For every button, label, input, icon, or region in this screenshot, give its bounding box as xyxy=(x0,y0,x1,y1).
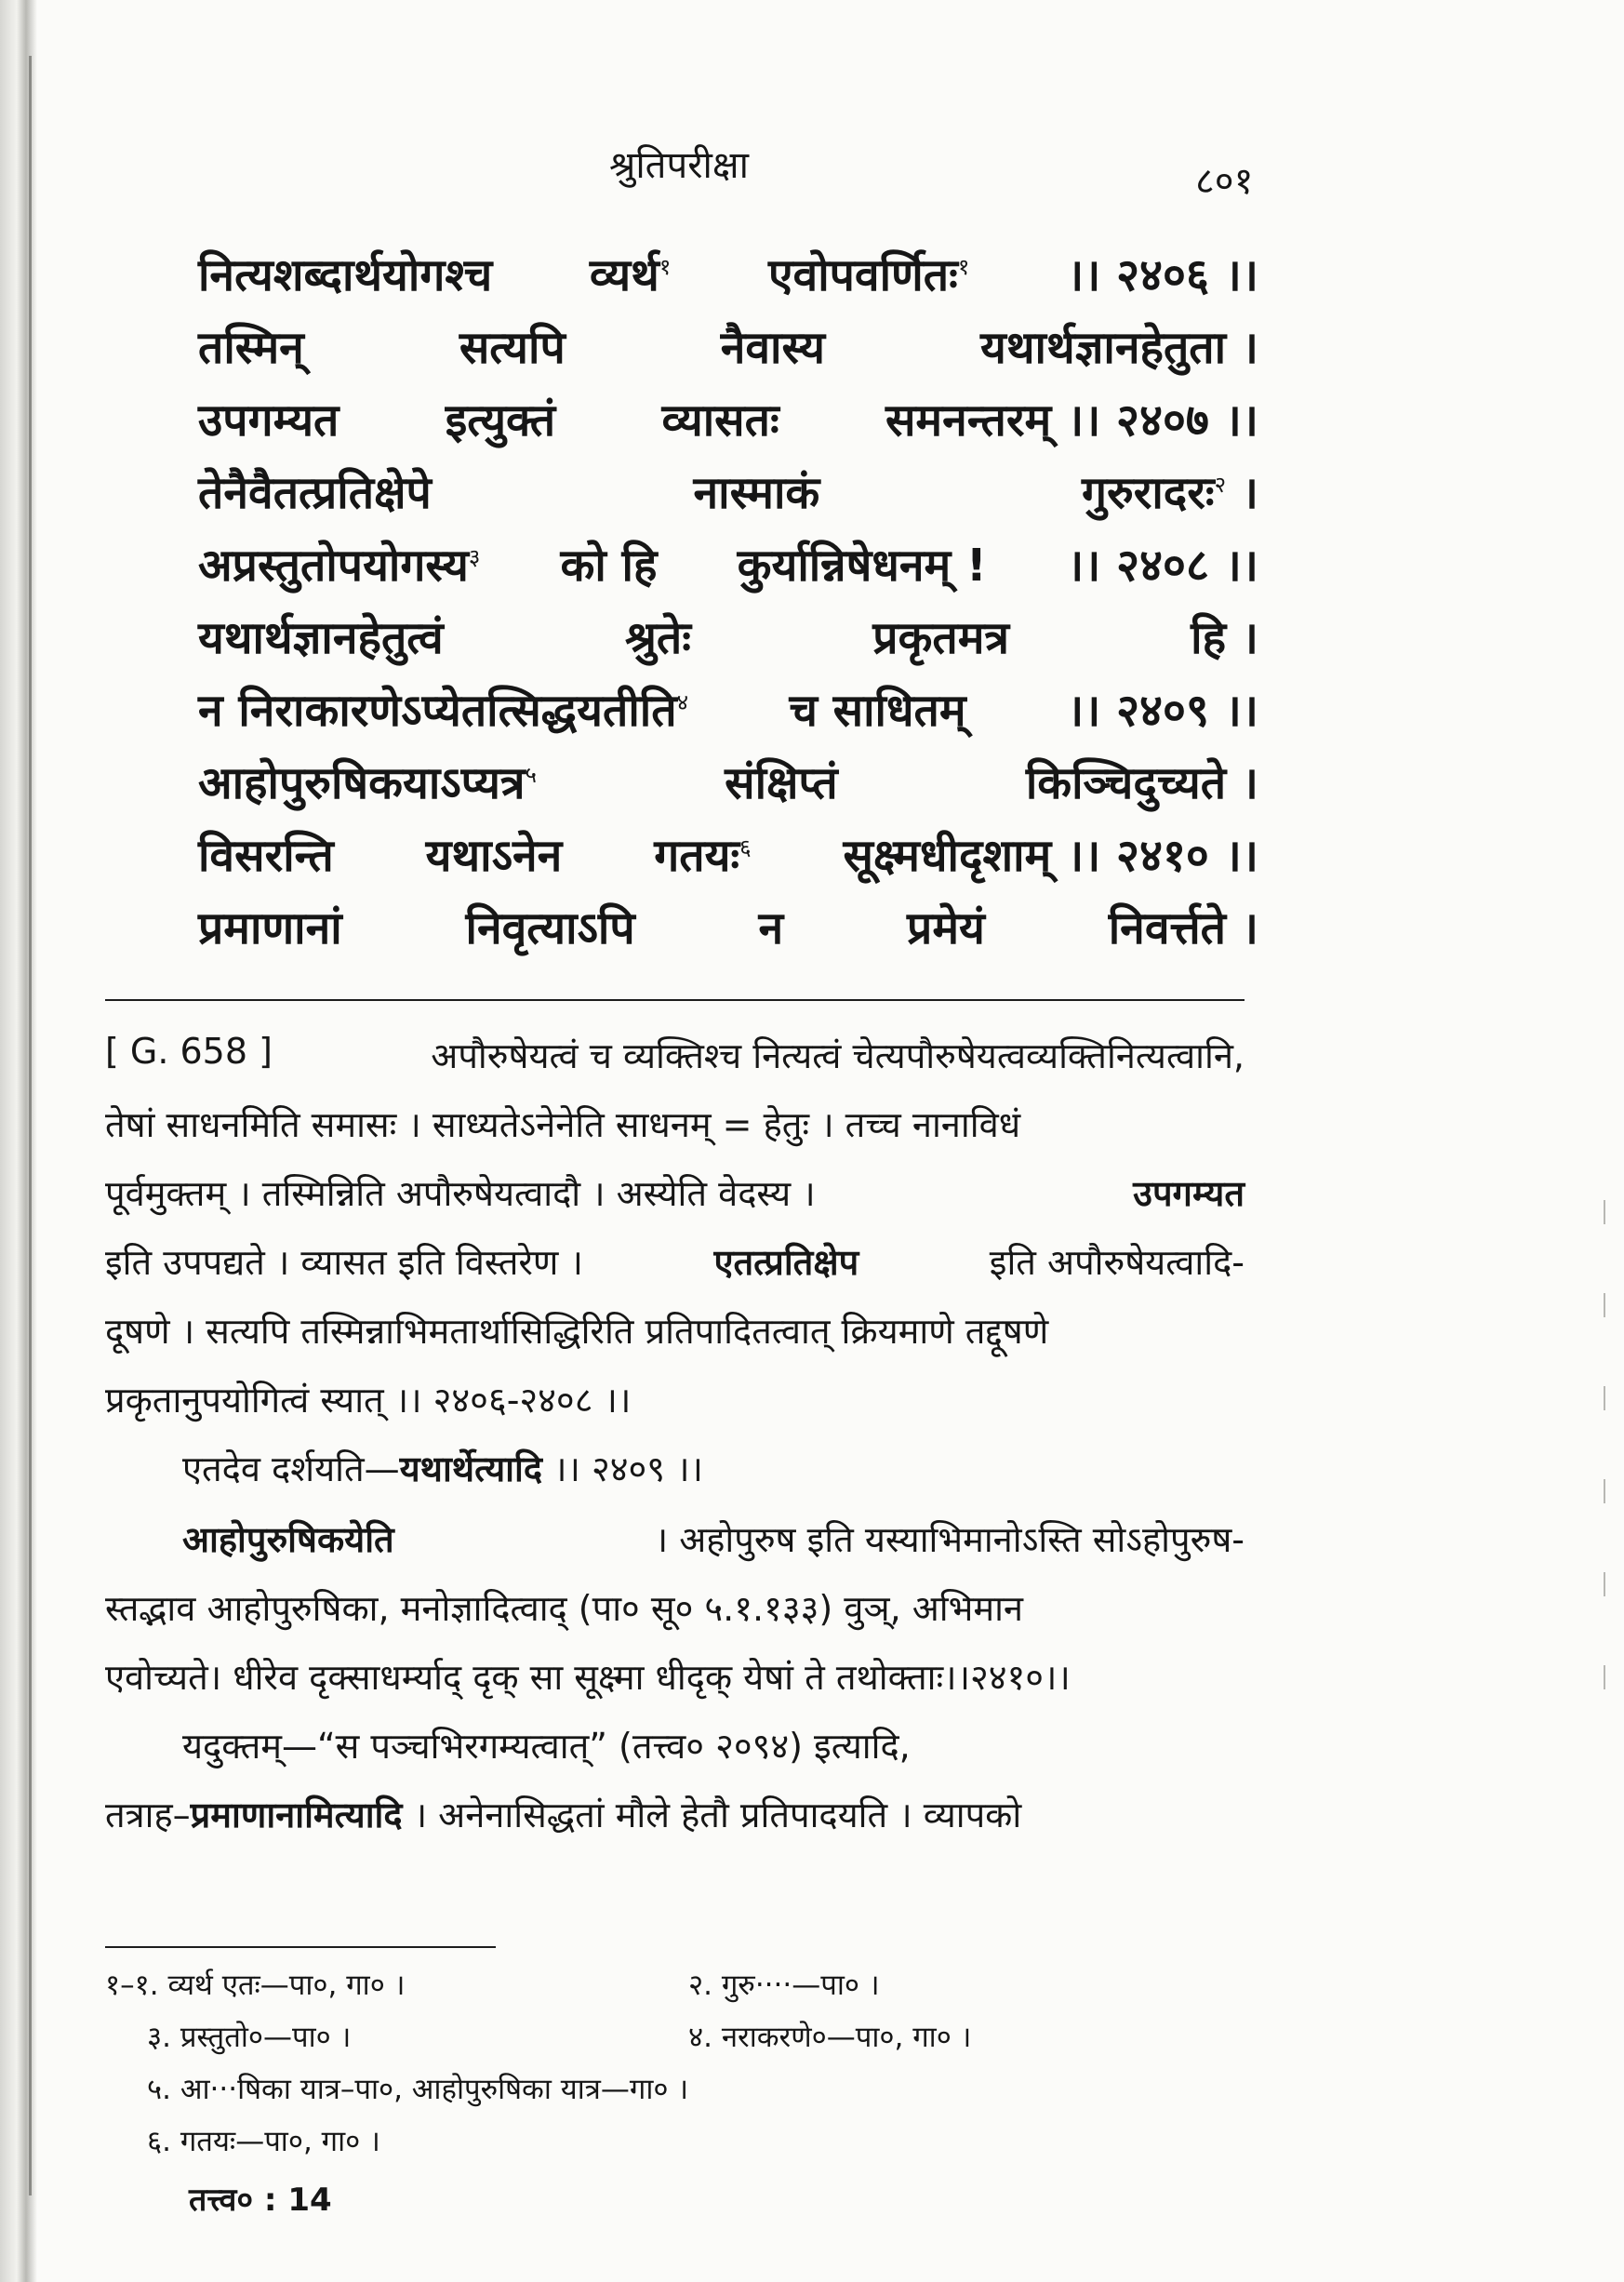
verse-segment: यथाऽनेन xyxy=(425,830,563,882)
commentary-text: स्तद्भाव आहोपुरुषिका, मनोज्ञादित्वाद् (पा० सू० ५.१.१३३) वुञ्, अभिमान xyxy=(105,1588,1024,1629)
commentary-text: यदुक्तम्—“स पञ्चभिरगम्यत्वात्” (तत्त्व० २०९४) इत्यादि, xyxy=(182,1726,911,1767)
verse-segment: श्रुतेः xyxy=(624,612,691,664)
verse-segment: व्यासतः xyxy=(661,394,779,447)
commentary-line xyxy=(105,1237,1245,1286)
margin-mark xyxy=(1604,1293,1605,1317)
commentary-text: । अहोपुरुष इति यस्याभिमानोऽस्ति सोऽहोपुरुष- xyxy=(654,1519,1245,1560)
verse-line xyxy=(198,752,1258,812)
verse-segment: निवृत्याऽपि xyxy=(465,902,635,954)
verse-line xyxy=(198,824,1258,885)
commentary-line xyxy=(105,1583,1245,1632)
commentary-line xyxy=(105,1306,1245,1355)
verse-segment: व्यर्थ$^१$ xyxy=(589,249,672,301)
verse-segment: आहोपुरुषिकयाऽप्यत्र$^५$ xyxy=(198,757,537,809)
verse-segment: यथार्थज्ञानहेतुत्वं xyxy=(198,612,444,664)
margin-mark xyxy=(1604,1200,1605,1224)
commentary-keyword: यथार्थेत्यादि xyxy=(399,1448,542,1489)
verse-segment: नास्माकं xyxy=(693,467,820,519)
verse-segment: न निराकारणेऽप्येतत्सिद्धयतीति$^४$ xyxy=(198,685,689,737)
verse-number: ।। २४०९ ।। xyxy=(1066,685,1258,737)
verse-line xyxy=(198,461,1258,522)
binding-shadow-line xyxy=(29,56,32,2195)
verse-number: समनन्तरम् ।। २४०७ ।। xyxy=(885,394,1258,447)
reference-tag: [ G. 658 ] xyxy=(105,1031,273,1072)
footnote-ref: २ xyxy=(1214,472,1227,498)
verse-line xyxy=(198,316,1258,377)
commentary-text: इति अपौरुषेयत्वादि- xyxy=(989,1242,1245,1283)
footnote-ref: ४ xyxy=(676,689,689,715)
section-divider xyxy=(105,999,1245,1001)
verse-segment: विसरन्ति xyxy=(198,830,334,882)
footnote: ६. गतयः—पा०, गा० । xyxy=(147,2125,380,2158)
verse-segment: संक्षिप्तं xyxy=(725,757,838,809)
margin-mark xyxy=(1604,1665,1605,1689)
footnote-ref: ६ xyxy=(739,834,752,861)
footnote-divider xyxy=(105,1946,496,1948)
commentary-line xyxy=(182,1444,1245,1492)
verse-line xyxy=(198,389,1258,449)
book-binding-edge xyxy=(0,0,37,2282)
verse-segment: को हि xyxy=(560,540,658,592)
verse-line xyxy=(198,607,1258,667)
commentary-line xyxy=(105,1168,1245,1217)
verse-segment: नित्यशब्दार्थयोगश्च xyxy=(198,249,493,301)
commentary-line xyxy=(105,1375,1245,1423)
commentary-text: इति उपपद्यते । व्यासत इति विस्तरेण । xyxy=(105,1242,583,1283)
verse-segment: यथार्थज्ञानहेतुता । xyxy=(980,322,1258,374)
verse-segment: तेनैवैतत्प्रतिक्षेपे xyxy=(198,467,432,519)
commentary-line xyxy=(105,1031,1245,1079)
commentary-line xyxy=(182,1721,1245,1769)
footnote: ५. आ···षिका यात्र–पा०, आहोपुरुषिका यात्र—गा० । xyxy=(147,2073,689,2106)
verse-segment: एवोपवर्णितः$^१$ xyxy=(768,249,970,301)
verse-segment: प्रकृतमत्र xyxy=(872,612,1009,664)
verse-segment: किञ्चिदुच्यते । xyxy=(1025,757,1258,809)
page-number: ८०१ xyxy=(1195,160,1254,203)
verse-segment: उपगम्यत xyxy=(198,394,339,447)
verse-number: सूक्ष्मधीदृशाम् ।। २४१० ।। xyxy=(843,830,1258,882)
commentary-text: दूषणे । सत्यपि तस्मिन्नाभिमतार्थासिद्धिरिति प्रतिपादितत्वात् क्रियमाणे तद्दूषणे xyxy=(105,1311,1049,1352)
commentary-line xyxy=(105,1100,1245,1148)
footnote: ३. प्रस्तुतो०—पा० । xyxy=(147,2021,352,2054)
verse-line xyxy=(198,244,1258,304)
commentary-text: । अनेनासिद्धतां मौले हेतौ प्रतिपादयति । व्यापको xyxy=(413,1795,1022,1835)
margin-mark xyxy=(1604,1572,1605,1596)
commentary-keyword: एतत्प्रतिक्षेप xyxy=(713,1242,859,1283)
footnote: ४. नराकरणे०—पा०, गा० । xyxy=(688,2021,972,2054)
verse-segment: सत्यपि xyxy=(459,322,566,374)
commentary-text: अपौरुषेयत्वं च व्यक्तिश्च नित्यत्वं चेत्यपौरुषेयत्वव्यक्तिनित्यत्वानि, xyxy=(431,1035,1245,1076)
commentary-keyword: उपगम्यत xyxy=(1133,1173,1245,1214)
verse-segment: गतयः$^६$ xyxy=(654,830,752,882)
verse-segment: प्रमाणानां xyxy=(198,902,342,954)
signature-mark: तत्त्व० : 14 xyxy=(189,2182,332,2219)
verse-segment: नैवास्य xyxy=(720,322,825,374)
commentary-text: ।। २४०९ ।। xyxy=(553,1448,703,1489)
commentary-text: प्रकृतानुपयोगित्वं स्यात् ।। २४०६-२४०८ ।। xyxy=(105,1380,632,1421)
margin-mark xyxy=(1604,1479,1605,1503)
commentary-line xyxy=(182,1515,1245,1563)
verse-segment: गुरुरादरः$^२$ । xyxy=(1081,467,1258,519)
verse-segment: तस्मिन् xyxy=(198,322,304,374)
verse-segment: निवर्त्तते । xyxy=(1108,902,1258,954)
margin-mark xyxy=(1604,1386,1605,1410)
commentary-text: एवोच्यते। धीरेव दृक्साधर्म्याद् दृक् सा सूक्ष्मा धीदृक् येषां ते तथोक्ताः।।२४१०।। xyxy=(105,1657,1071,1698)
verse-number: ।। २४०६ ।। xyxy=(1066,249,1258,301)
footnote-ref: १ xyxy=(659,254,672,280)
verse-segment: च साधितम् xyxy=(789,685,966,737)
running-header-title: श्रुतिपरीक्षा xyxy=(609,144,749,187)
commentary-text: पूर्वमुक्तम् । तस्मिन्निति अपौरुषेयत्वादौ । अस्येति वेदस्य । xyxy=(105,1173,816,1214)
commentary-text: तत्राह– xyxy=(105,1795,191,1835)
verse-segment: इत्युक्तं xyxy=(445,394,556,447)
verse-segment: न xyxy=(758,902,784,954)
footnote-ref: ३ xyxy=(468,544,481,570)
verse-segment: अप्रस्तुतोपयोगस्य$^३$ xyxy=(198,540,481,592)
commentary-keyword: आहोपुरुषिकयेति xyxy=(182,1519,394,1560)
commentary-line xyxy=(105,1652,1245,1701)
verse-segment: प्रमेयं xyxy=(907,902,985,954)
commentary-keyword: प्रमाणानामित्यादि xyxy=(190,1795,403,1835)
footnote: २. गुरु····—पा० । xyxy=(688,1968,880,2002)
commentary-text: एतदेव दर्शयति— xyxy=(182,1448,400,1489)
footnote-ref: ५ xyxy=(525,762,537,788)
verse-segment: हि । xyxy=(1191,612,1258,664)
commentary-text: तेषां साधनमिति समासः । साध्यतेऽनेनेति साधनम् = हेतुः । तच्च नानाविधं xyxy=(105,1104,1021,1145)
commentary-line xyxy=(105,1790,1245,1838)
footnote-ref: १ xyxy=(957,254,970,280)
verse-number: ।। २४०८ ।। xyxy=(1066,540,1258,592)
verse-segment: कुर्यान्निषेधनम् ! xyxy=(737,540,987,592)
footnote: १–१. व्यर्थ एतः—पा०, गा० । xyxy=(105,1968,406,2002)
verse-line xyxy=(198,679,1258,740)
verse-line xyxy=(198,897,1258,957)
verse-line xyxy=(198,534,1258,594)
